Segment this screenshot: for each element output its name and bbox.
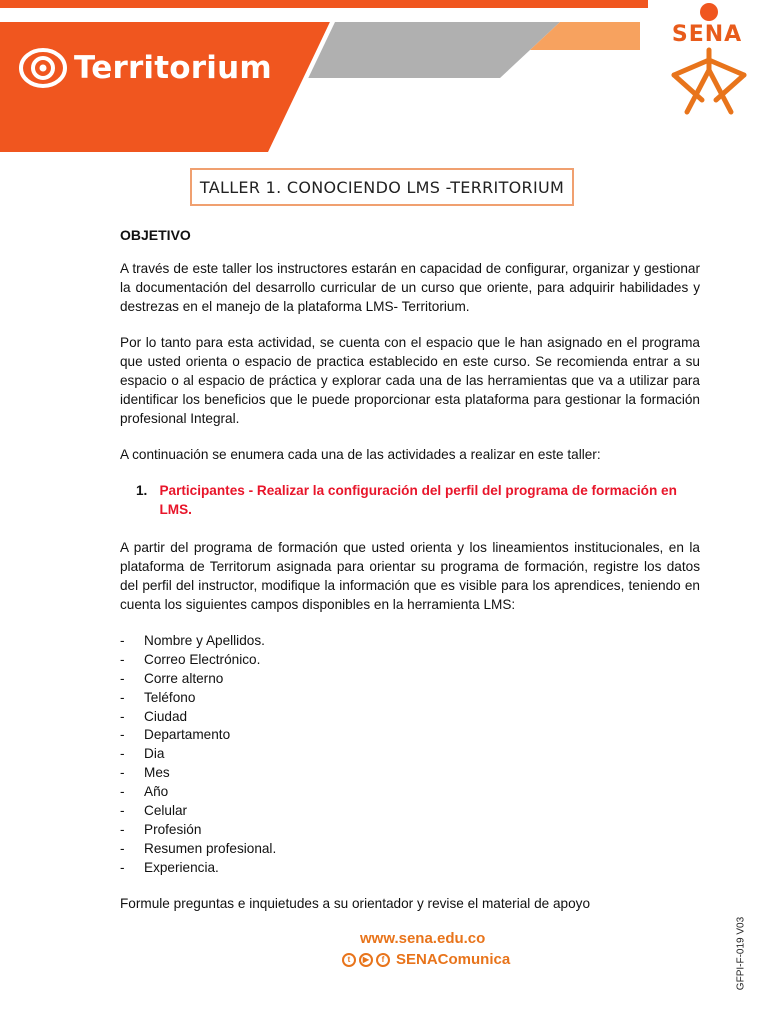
document-body [120,226,700,930]
facebook-icon: f [376,953,390,967]
list-item: - Resumen profesional. [120,840,277,856]
objective-paragraph: A través de este taller los instructores estarán en capacidad de configurar, organizar y gestionar la documentación del desarrollo curricular de un curso que oriente, para adquirir habilidades y destrezas en el manejo de la plataforma LMS- Territorium. [120,261,700,314]
closing-paragraph: Formule preguntas e inquietudes a su orientador y revise el material de apoyo [120,895,591,911]
social-row [342,951,542,968]
activity-text: Participantes - Realizar la configuración del perfil del programa de formación en LMS. [159,483,677,517]
territorium-logo [18,44,272,92]
activity-item [120,481,700,519]
sena-figure-icon [652,0,762,122]
document-code: GFPI-F-019 V03 [735,916,747,991]
list-item: - Profesión [120,821,202,837]
list-item: - Correo Electrónico. [120,651,261,667]
list-item: - Dia [120,746,165,762]
social-handle: SENAComunica [396,951,511,968]
list-item: - Corre alterno [120,670,224,686]
list-item: - Celular [120,803,188,819]
list-item: - Experiencia. [120,859,219,875]
activity-number: 1. [136,483,148,498]
eye-target-icon [18,45,68,91]
twitter-icon: t [342,953,356,967]
footer-url-link[interactable]: www.sena.edu.co [360,930,486,947]
list-item: - Año [120,784,169,800]
sena-logo [652,0,762,120]
document-header [0,0,768,160]
intro-list-paragraph: A continuación se enumera cada una de las actividades a realizar en este taller: [120,447,601,462]
list-item: - Teléfono [120,689,196,705]
youtube-icon: ▶ [359,953,373,967]
list-item: - Ciudad [120,708,188,724]
sena-wordmark: SENA [671,22,743,47]
list-item: - Nombre y Apellidos. [120,633,265,648]
brand-name: Territorium [74,50,272,86]
instructions-paragraph: A partir del programa de formación que usted orienta y los lineamientos institucionales, en la plataforma de Territorum asignada para orientar su programa de formación, registre los datos del perfil del instructor, modifique la información que es visible para los aprendices, teniendo en cuenta los siguientes campos disponibles en la herramienta LMS: [120,540,700,612]
fields-list [120,631,700,877]
section-heading: OBJETIVO [120,227,191,243]
list-item: - Departamento [120,727,231,743]
list-item: - Mes [120,765,170,781]
activity-paragraph: Por lo tanto para esta actividad, se cuenta con el espacio que le han asignado en el programa que usted orienta o espacio de practica establecido en este curso. Se recomienda entrar a su espacio o al espacio de práctica y explorar cada una de las herramientas que va a utilizar para identificar los beneficios que le puede proporcionar esta plataforma para gestionar la formación profesional Integral. [120,335,700,426]
document-footer [342,930,542,968]
workshop-title: TALLER 1. CONOCIENDO LMS -TERRITORIUM [190,168,574,206]
